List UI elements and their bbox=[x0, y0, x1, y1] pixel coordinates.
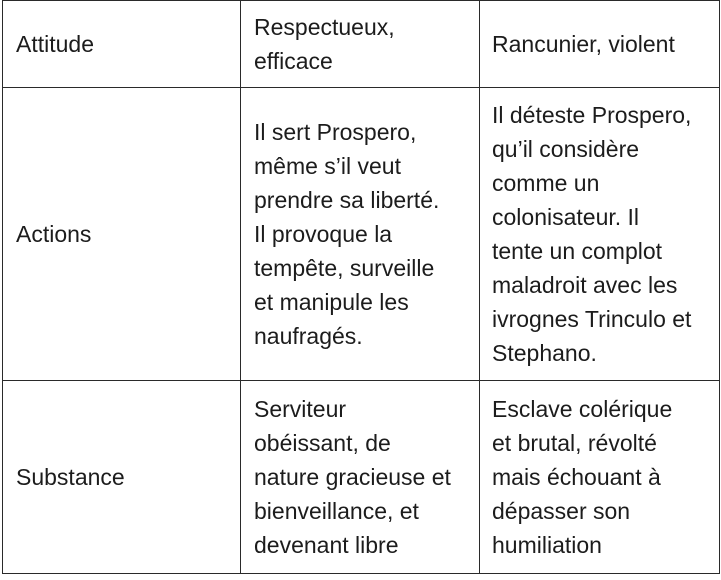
comparison-table bbox=[2, 0, 720, 574]
cell-actions-col3: Il déteste Prospero, qu’il considère comme un colonisateur. Il tente un complot maladroit avec les ivrognes Trinculo et Stephano. bbox=[480, 88, 720, 381]
cell-actions-col2: Il sert Prospero, même s’il veut prendre sa liberté. Il provoque la tempête, surveille et manipule les naufragés. bbox=[241, 88, 480, 381]
row-label-attitude: Attitude bbox=[3, 1, 241, 88]
cell-attitude-col2: Respectueux, efficace bbox=[241, 1, 480, 88]
table-row-actions bbox=[3, 88, 720, 381]
table-row-substance bbox=[3, 381, 720, 574]
cell-attitude-col3: Rancunier, violent bbox=[480, 1, 720, 88]
table-row-attitude bbox=[3, 1, 720, 88]
cell-substance-col2: Serviteur obéissant, de nature gracieuse et bienveillance, et devenant libre bbox=[241, 381, 480, 574]
cell-substance-col3: Esclave colérique et brutal, révolté mais échouant à dépasser son humiliation bbox=[480, 381, 720, 574]
row-label-substance: Substance bbox=[3, 381, 241, 574]
row-label-actions: Actions bbox=[3, 88, 241, 381]
